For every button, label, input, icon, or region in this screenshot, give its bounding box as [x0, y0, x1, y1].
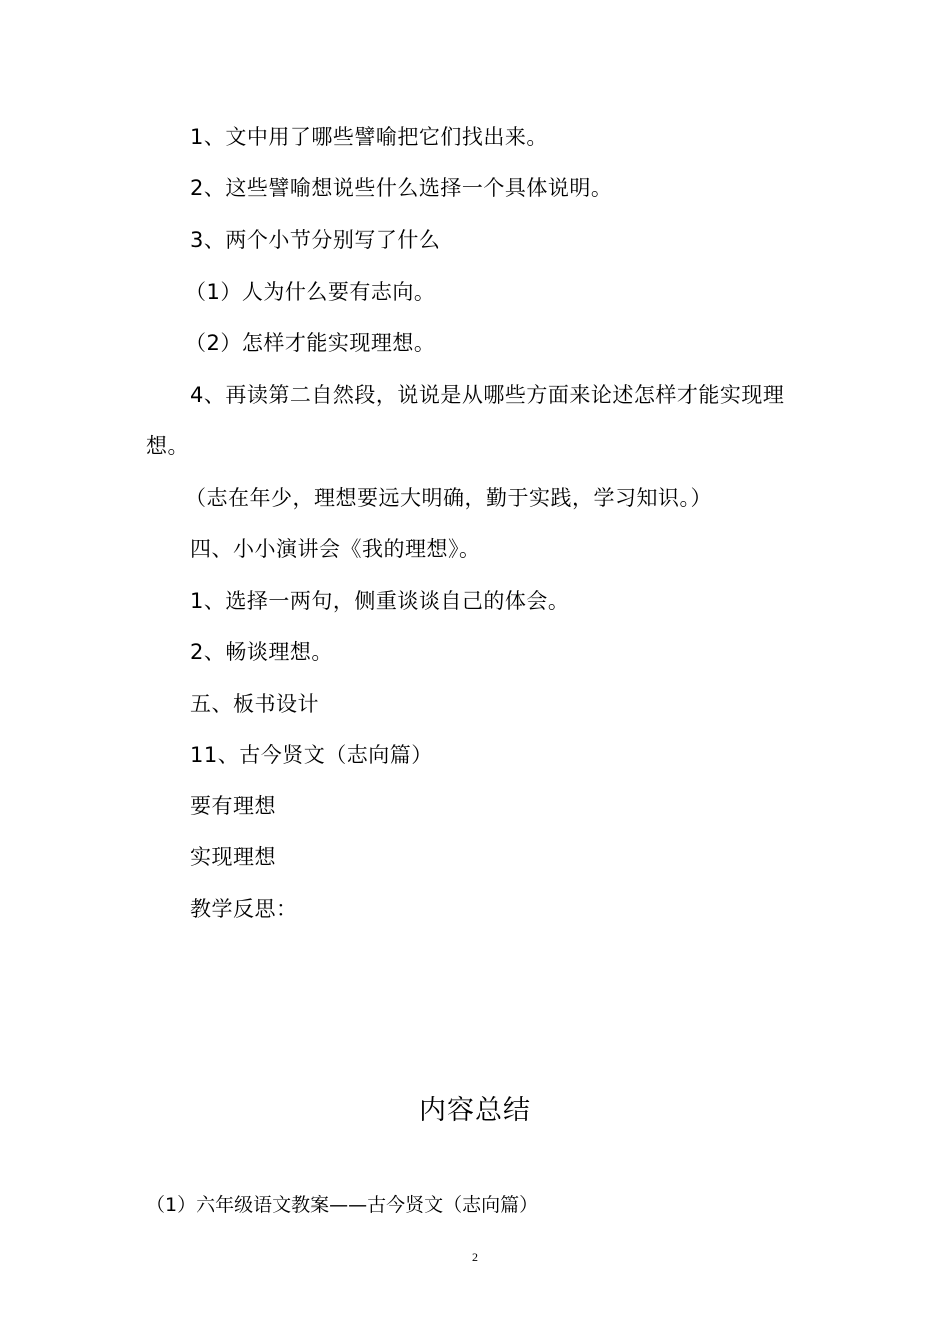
- summary-title: 内容总结: [419, 1095, 531, 1126]
- sub-point-1: （1）人为什么要有志向。: [185, 280, 436, 304]
- sub-point-2: （2）怎样才能实现理想。: [185, 331, 436, 355]
- section-four-heading: 四、小小演讲会《我的理想》。: [190, 537, 481, 561]
- question-4-continuation: 想。: [146, 434, 189, 458]
- section-five-heading: 五、板书设计: [190, 692, 319, 716]
- board-item-1: 要有理想: [190, 794, 276, 818]
- question-2: 2、这些譬喻想说些什么选择一个具体说明。: [190, 176, 613, 200]
- activity-1: 1、选择一两句，侧重谈谈自己的体会。: [190, 589, 570, 613]
- summary-item: （1）六年级语文教案——古今贤文（志向篇）: [146, 1194, 539, 1216]
- question-4: 4、再读第二自然段，说说是从哪些方面来论述怎样才能实现理: [190, 383, 785, 407]
- page-number: 2: [472, 1250, 478, 1264]
- question-1: 1、文中用了哪些譬喻把它们找出来。: [190, 125, 548, 149]
- answer-note: （志在年少，理想要远大明确，勤于实践，学习知识。）: [185, 486, 712, 510]
- board-title: 11、古今贤文（志向篇）: [190, 743, 433, 767]
- activity-2: 2、畅谈理想。: [190, 640, 333, 664]
- question-3: 3、两个小节分别写了什么: [190, 228, 441, 252]
- board-item-2: 实现理想: [190, 845, 276, 869]
- teaching-reflection-label: 教学反思：: [190, 897, 298, 921]
